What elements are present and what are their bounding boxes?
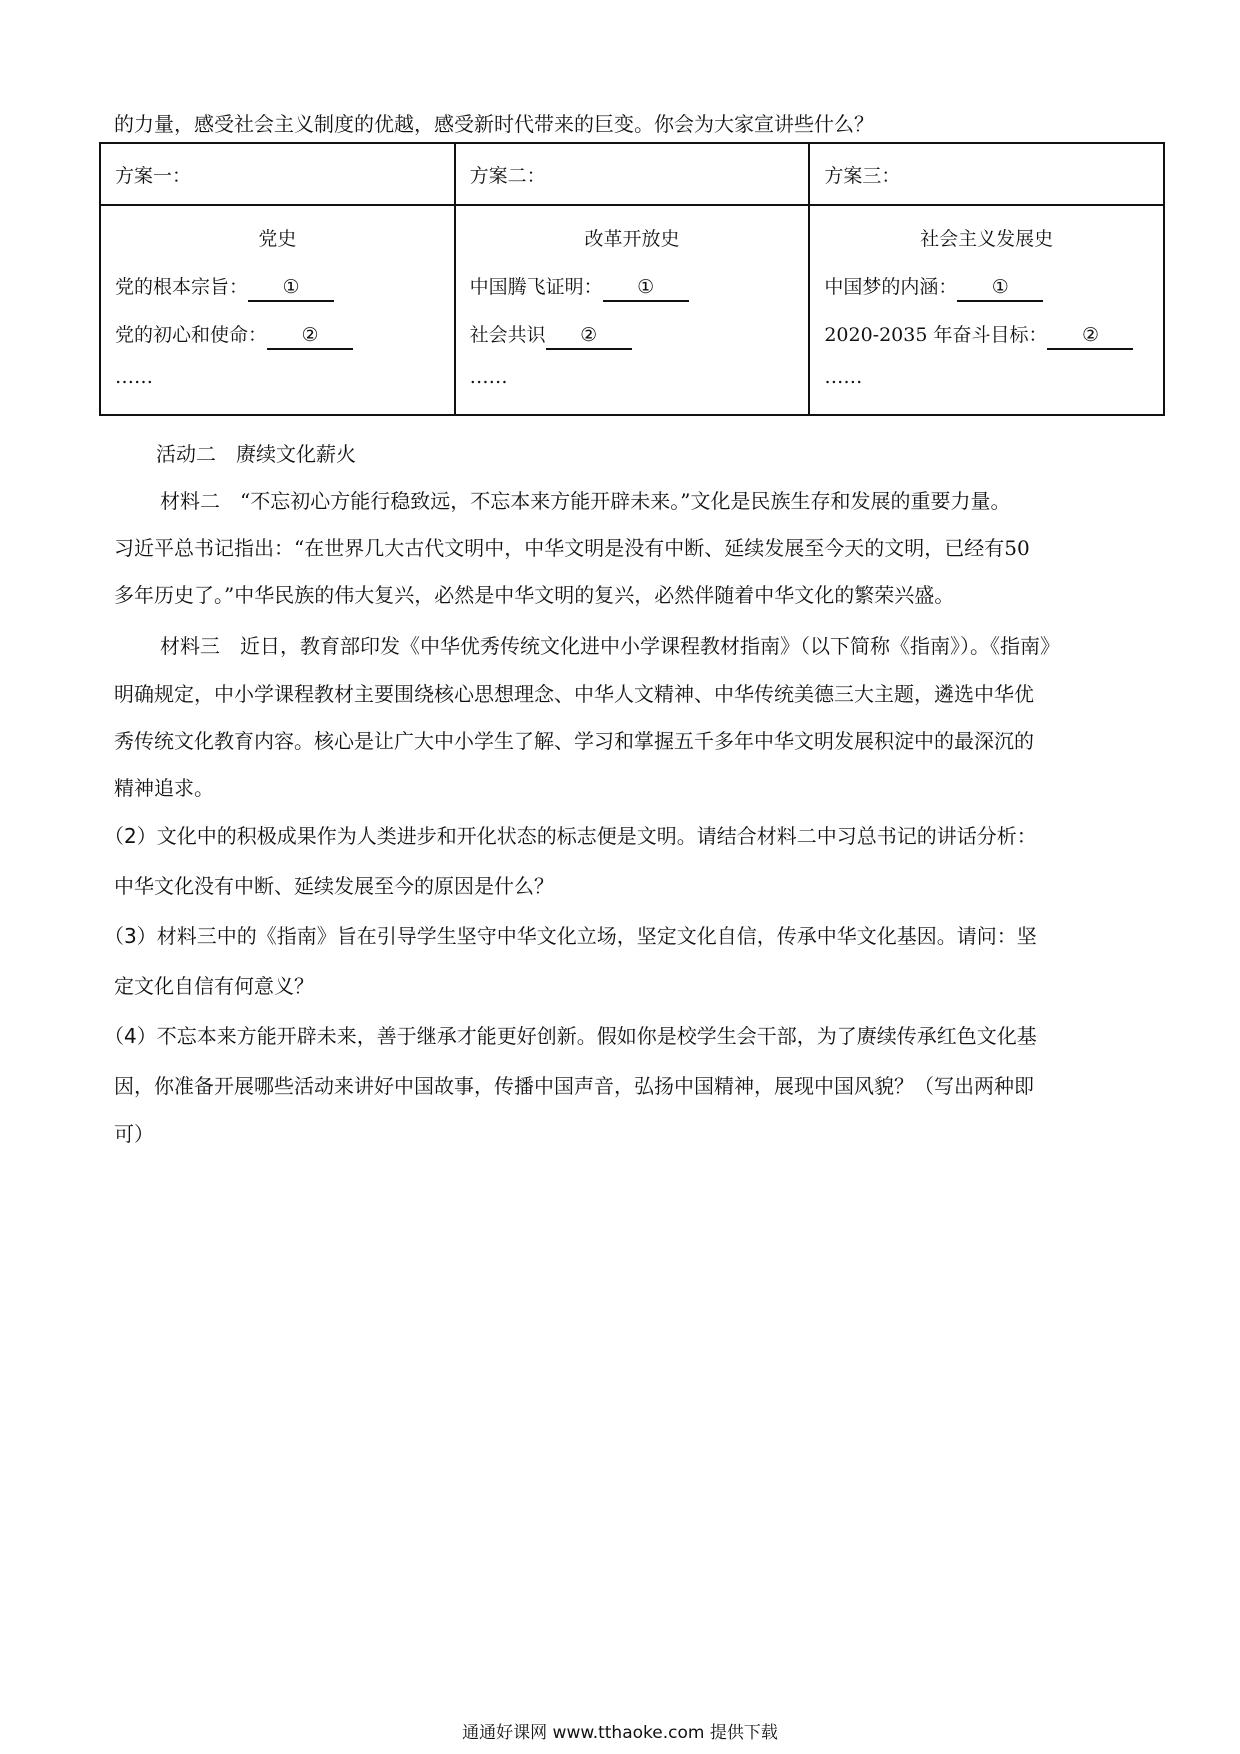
plan-3-item-2: [824, 320, 1149, 350]
plan-3-cell: [809, 205, 1164, 415]
item-label: 党的根本宗旨：: [115, 276, 249, 298]
question-3-line-2: 定文化自信有何意义？: [114, 974, 314, 998]
question-4-line-1: （4）不忘本来方能开辟未来，善于继承才能更好创新。假如你是校学生会干部，为了赓续传承红色文化基: [104, 1024, 1037, 1048]
material-3-line-4: 精神追求。: [114, 776, 214, 800]
question-3-line-1: （3）材料三中的《指南》旨在引导学生坚守中华文化立场，坚定文化自信，传承中华文化基因。请问：坚: [104, 924, 1037, 948]
page-footer: 通通好课网 www.tthaoke.com 提供下载: [462, 1723, 778, 1743]
plan-3-title: 社会主义发展史: [920, 228, 1054, 250]
intro-text: 的力量，感受社会主义制度的优越，感受新时代带来的巨变。你会为大家宣讲些什么？: [114, 112, 874, 136]
material-3-line-1: 材料三 近日，教育部印发《中华优秀传统文化进中小学课程教材指南》（以下简称《指南》）。《指南》: [140, 634, 1060, 658]
material-3-line-3: 秀传统文化教育内容。核心是让广大中小学生了解、学习和掌握五千多年中华文明发展积淀中的最深沉的: [114, 729, 1034, 753]
item-label: 中国梦的内涵：: [824, 276, 958, 298]
item-label: 中国腾飞证明：: [469, 276, 603, 298]
plan-1-item-2: [115, 320, 440, 350]
plan-1-title: 党史: [258, 228, 297, 250]
activity-2-heading: 活动二 赓续文化薪火: [156, 442, 356, 466]
question-2-line-2: 中华文化没有中断、延续发展至今的原因是什么？: [114, 874, 554, 898]
material-2-line-2: 习近平总书记指出：“在世界几大古代文明中，中华文明是没有中断、延续发展至今天的文明，已经有50: [114, 536, 1030, 560]
plan-1-item-1: [115, 272, 440, 302]
plan-3-item-1: [824, 272, 1149, 302]
item-label: 党的初心和使命：: [115, 324, 268, 346]
question-4-line-3: 可）: [114, 1122, 154, 1146]
material-2-line-1: 材料二 “不忘初心方能行稳致远，不忘本来方能开辟未来。”文化是民族生存和发展的重要力量。: [140, 489, 1011, 513]
plan-1-header: 方案一：: [100, 143, 455, 205]
material-3-line-2: 明确规定，中小学课程教材主要围绕核心思想理念、中华人文精神、中华传统美德三大主题，遴选中华优: [114, 682, 1034, 706]
plans-table: [99, 142, 1165, 416]
material-2-line-3: 多年历史了。”中华民族的伟大复兴，必然是中华文明的复兴，必然伴随着中华文化的繁荣兴盛。: [114, 583, 955, 607]
plan-3-ellipsis: ……: [824, 366, 863, 388]
plan-3-header: 方案三：: [809, 143, 1164, 205]
question-2-line-1: （2）文化中的积极成果作为人类进步和开化状态的标志便是文明。请结合材料二中习总书记的讲话分析：: [104, 824, 1037, 848]
plan-2-item-2: [470, 320, 795, 350]
answer-blank-1: ①: [957, 276, 1043, 302]
plan-2-header: 方案二：: [455, 143, 810, 205]
question-4-line-2: 因，你准备开展哪些活动来讲好中国故事，传播中国声音，弘扬中国精神，展现中国风貌？（写出两种即: [114, 1074, 1034, 1098]
plan-2-ellipsis: ……: [469, 366, 508, 388]
answer-blank-2: ②: [1047, 324, 1133, 350]
plan-1-cell: [100, 205, 455, 415]
answer-blank-1: ①: [248, 276, 334, 302]
item-label: 社会共识: [469, 324, 546, 346]
item-label: 2020-2035 年奋斗目标：: [824, 324, 1048, 346]
answer-blank-2: ②: [546, 324, 632, 350]
plan-1-ellipsis: ……: [115, 366, 153, 388]
plan-2-cell: [455, 205, 810, 415]
plan-2-title: 改革开放史: [584, 228, 680, 250]
answer-blank-1: ①: [603, 276, 689, 302]
answer-blank-2: ②: [267, 324, 353, 350]
plan-2-item-1: [470, 272, 795, 302]
